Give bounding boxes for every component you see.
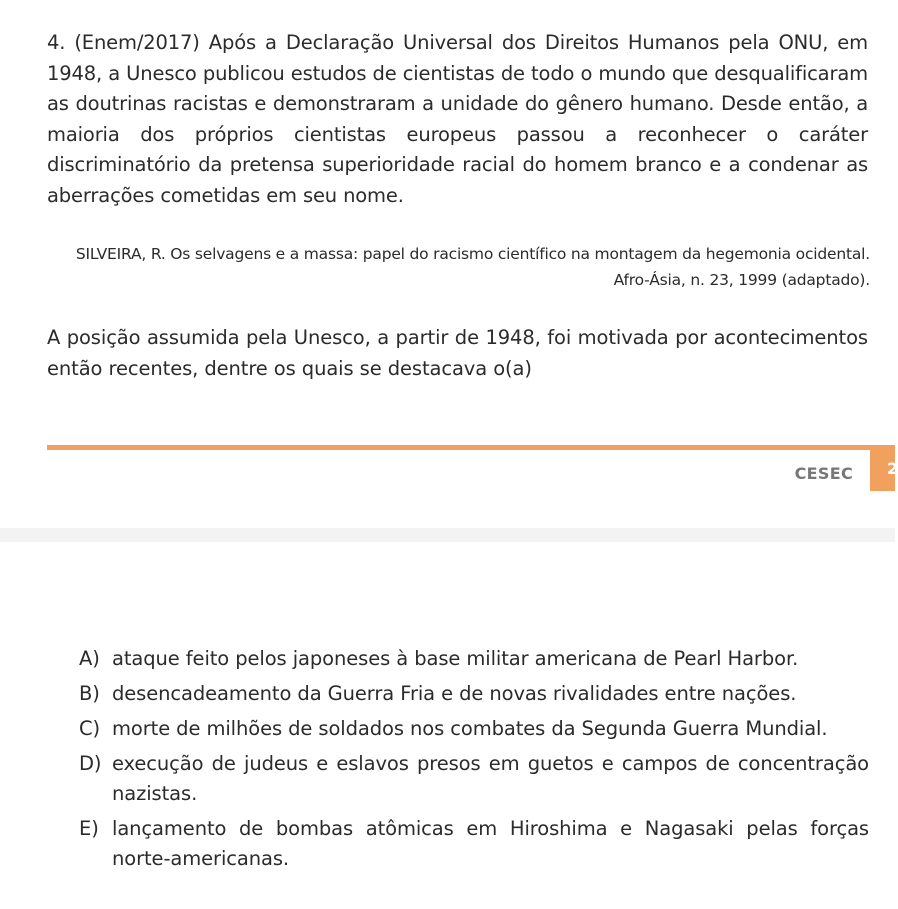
footer-divider: [47, 445, 895, 450]
option-letter: A): [79, 647, 100, 670]
page-number-tab: [870, 447, 898, 491]
option-a: [79, 644, 869, 674]
option-text: ataque feito pelos japoneses à base militar americana de Pearl Harbor.: [112, 647, 799, 670]
option-text: desencadeamento da Guerra Fria e de novas rivalidades entre nações.: [112, 682, 797, 705]
option-d: [79, 749, 869, 809]
option-c: [79, 714, 869, 744]
source-citation: SILVEIRA, R. Os selvagens e a massa: papel do racismo científico na montagem da hegemonia ocidental. Afro-Ásia, n. 23, 1999 (adaptado).: [75, 245, 870, 289]
question-text: 4. (Enem/2017) Após a Declaração Universal dos Direitos Humanos pela ONU, em 1948, a Unesco publicou estudos de cientistas de todo o mundo que desqualificaram as doutrinas racistas e demonstraram a unidade do gênero humano. Desde então, a maioria dos próprios cientistas europeus passou a reconhecer o caráter discriminatório da pretensa superioridade racial do homem branco e a condenar as aberrações cometidas em seu nome.: [47, 31, 868, 207]
option-e: [79, 814, 869, 874]
option-text: lançamento de bombas atômicas em Hiroshima e Nagasaki pelas forças norte-americanas.: [112, 817, 869, 870]
question-prompt: A posição assumida pela Unesco, a partir de 1948, foi motivada por acontecimentos então recentes, dentre os quais se destacava o(a): [47, 326, 868, 380]
option-text: execução de judeus e eslavos presos em guetos e campos de concentração nazistas.: [112, 752, 869, 805]
option-letter: E): [79, 817, 99, 840]
page-separator: [0, 528, 895, 542]
option-letter: C): [79, 717, 101, 740]
option-text: morte de milhões de soldados nos combates da Segunda Guerra Mundial.: [112, 717, 828, 740]
page-number: 2: [887, 459, 898, 478]
answer-options: [79, 644, 869, 879]
option-b: [79, 679, 869, 709]
option-letter: D): [79, 752, 102, 775]
option-letter: B): [79, 682, 100, 705]
footer-brand: CESEC: [794, 464, 853, 483]
